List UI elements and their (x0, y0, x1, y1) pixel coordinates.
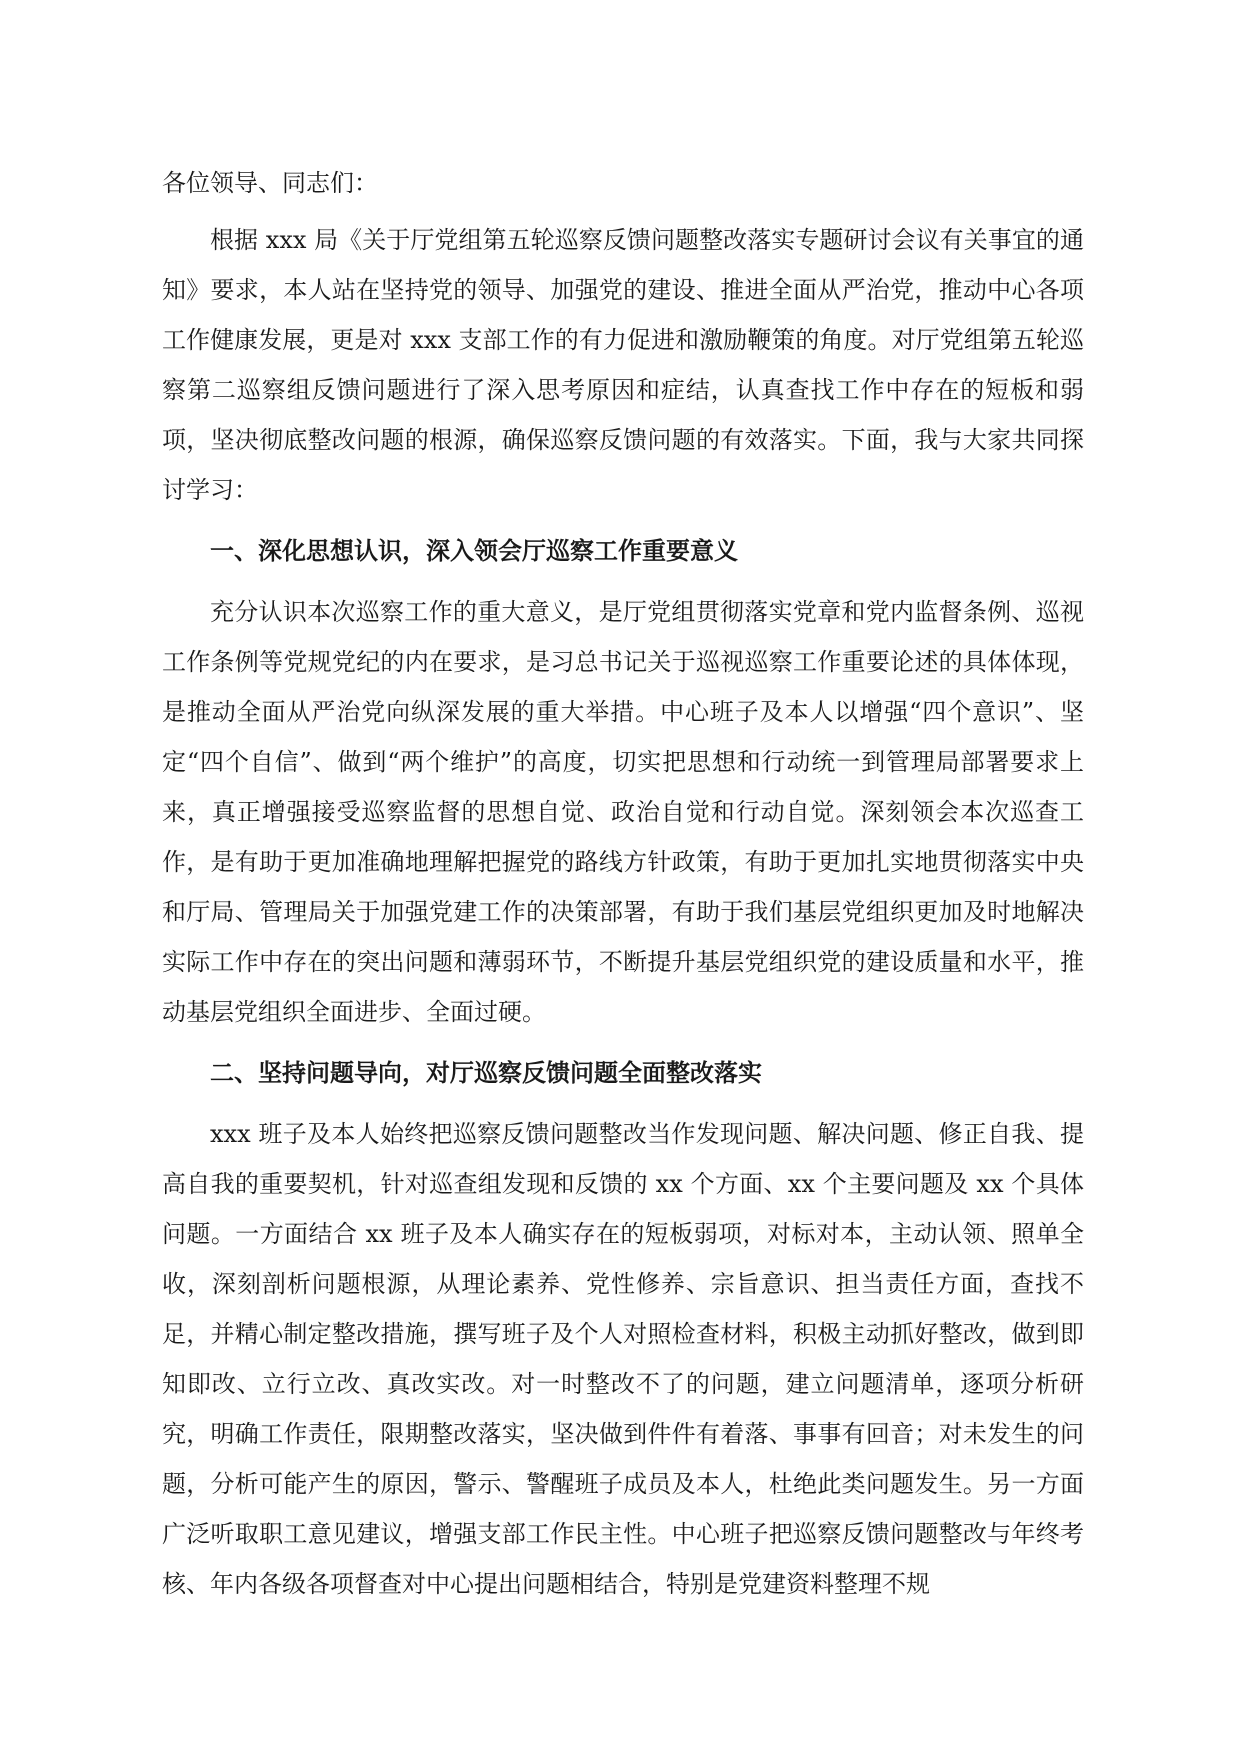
section-2-heading: 二、坚持问题导向，对厅巡察反馈问题全面整改落实 (210, 1058, 762, 1087)
salutation: 各位领导、同志们： (162, 169, 378, 197)
section-1-paragraph: 充分认识本次巡察工作的重大意义，是厅党组贯彻落实党章和党内监督条例、巡视工作条例等党规党纪的内在要求，是习总书记关于巡视巡察工作重要论述的具体体现，是推动全面从严治党向纵深发展的重大举措。中心班子及本人以增强“四个意识”、坚定“四个自信”、做到“两个维护”的高度，切实把思想和行动统一到管理局部署要求上来，真正增强接受巡察监督的思想自觉、政治自觉和行动自觉。深刻领会本次巡查工作，是有助于更加准确地理解把握党的路线方针政策，有助于更加扎实地贯彻落实中央和厅局、管理局关于加强党建工作的决策部署，有助于我们基层党组织更加及时地解决实际工作中存在的突出问题和薄弱环节，不断提升基层党组织党的建设质量和水平，推动基层党组织全面进步、全面过硬。 (162, 598, 1084, 1026)
section-1-heading: 一、深化思想认识，深入领会厅巡察工作重要意义 (210, 536, 738, 565)
section-2-paragraph: xxx 班子及本人始终把巡察反馈问题整改当作发现问题、解决问题、修正自我、提高自我的重要契机，针对巡查组发现和反馈的 xx 个方面、xx 个主要问题及 xx 个具体问题。一方面结合 xx 班子及本人确实存在的短板弱项，对标对本，主动认领、照单全收，深刻剖析问题根源，从理论素养、党性修养、宗旨意识、担当责任方面，查找不足，并精心制定整改措施，撰写班子及个人对照检查材料，积极主动抓好整改，做到即知即改、立行立改、真改实改。对一时整改不了的问题，建立问题清单，逐项分析研究，明确工作责任，限期整改落实，坚决做到件件有着落、事事有回音；对未发生的问题，分析可能产生的原因，警示、警醒班子成员及本人，杜绝此类问题发生。另一方面广泛听取职工意见建议，增强支部工作民主性。中心班子把巡察反馈问题整改与年终考核、年内各级各项督查对中心提出问题相结合，特别是党建资料整理不规 (162, 1120, 1084, 1598)
spacer (162, 515, 1084, 526)
document-body (162, 157, 1084, 1609)
intro-paragraph: 根据 xxx 局《关于厅党组第五轮巡察反馈问题整改落实专题研讨会议有关事宜的通知》要求，本人站在坚持党的领导、加强党的建设、推进全面从严治党，推动中心各项工作健康发展，更是对 xxx 支部工作的有力促进和激励鞭策的角度。对厅党组第五轮巡察第二巡察组反馈问题进行了深入思考原因和症结，认真查找工作中存在的短板和弱项，坚决彻底整改问题的根源，确保巡察反馈问题的有效落实。下面，我与大家共同探讨学习： (162, 226, 1084, 504)
spacer (162, 1037, 1084, 1048)
spacer (162, 1098, 1084, 1109)
spacer (162, 576, 1084, 587)
